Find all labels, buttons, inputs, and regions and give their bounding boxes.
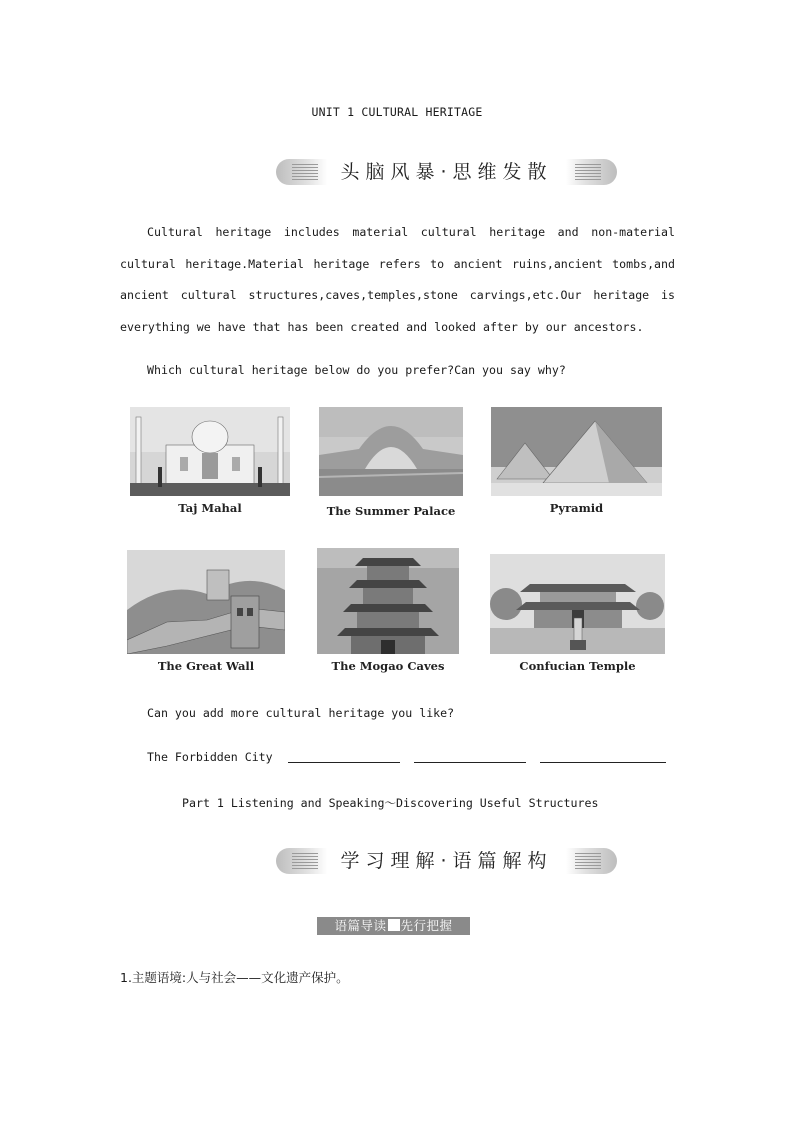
caption-mogao-caves: The Mogao Caves xyxy=(331,659,445,673)
banner-comprehension xyxy=(276,848,617,874)
great-wall-photo xyxy=(127,550,285,654)
answer-blank-3[interactable] xyxy=(540,762,666,763)
question-add-more: Can you add more cultural heritage you like? xyxy=(147,706,455,720)
taj-mahal-photo xyxy=(130,407,290,496)
book-icon xyxy=(388,919,400,931)
answer-blank-2[interactable] xyxy=(414,762,526,763)
list-item-theme: 1.主题语境:人与社会——文化遗产保护。 xyxy=(120,970,349,985)
pyramid-photo xyxy=(491,407,662,496)
badge-left-text: 语篇导读 xyxy=(334,918,387,933)
intro-paragraph: Cultural heritage includes material cultural heritage and non-material cultural heritage.Material heritage refers to ancient ruins,ancient tombs,and ancient cultural structures,caves,temples,stone carvings,etc.Our heritage is everything we have that has been created and looked after by our ancestors. xyxy=(120,225,675,334)
question-prefer: Which cultural heritage below do you prefer?Can you say why? xyxy=(147,363,566,377)
mogao-caves-photo xyxy=(317,548,459,654)
caption-great-wall: The Great Wall xyxy=(157,659,255,673)
unit-title: UNIT 1 CULTURAL HERITAGE xyxy=(311,105,483,119)
part-title: Part 1 Listening and Speaking～Discovering Useful Structures xyxy=(182,796,599,810)
confucian-temple-photo xyxy=(490,554,665,654)
caption-taj-mahal: Taj Mahal xyxy=(178,501,242,515)
caption-confucian-temple: Confucian Temple xyxy=(519,659,636,673)
section-badge xyxy=(317,917,470,935)
answer-blank-1[interactable] xyxy=(288,762,400,763)
caption-pyramid: Pyramid xyxy=(549,501,604,515)
summer-palace-photo xyxy=(319,407,463,496)
answer-example: The Forbidden City xyxy=(147,750,273,764)
banner-brainstorm xyxy=(276,159,617,185)
banner-brainstorm-text: 头脑风暴·思维发散 xyxy=(340,161,553,183)
badge-right-text: 先行把握 xyxy=(400,918,453,933)
banner-comprehension-text: 学习理解·语篇解构 xyxy=(340,850,553,872)
caption-summer-palace: The Summer Palace xyxy=(326,504,456,518)
